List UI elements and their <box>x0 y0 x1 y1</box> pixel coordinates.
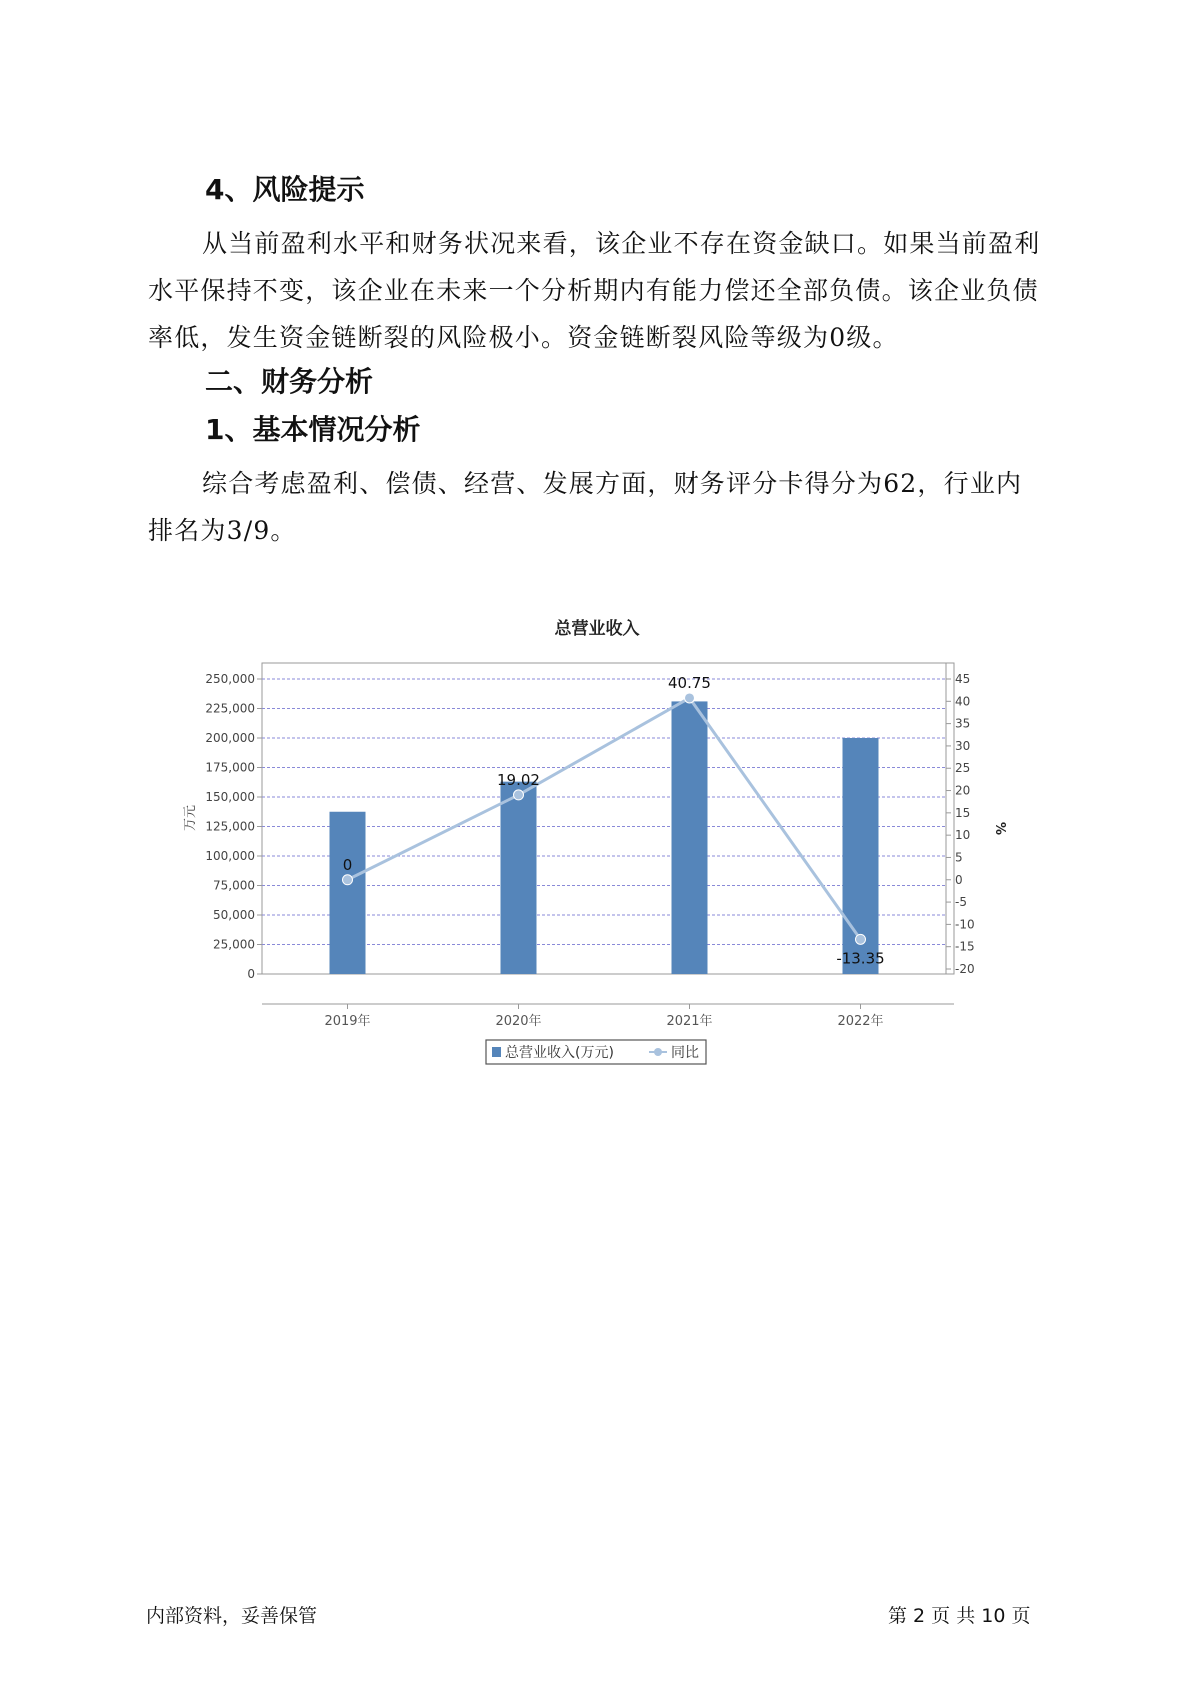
yoy-point <box>685 693 695 703</box>
legend-bar-label: 总营业收入(万元) <box>505 1045 614 1061</box>
chart-title: 总营业收入 <box>554 619 640 639</box>
bar-2020年 <box>501 782 537 974</box>
y-tick-label: 25,000 <box>213 937 255 952</box>
yoy-point <box>343 875 353 885</box>
yoy-data-label: 19.02 <box>497 770 540 789</box>
bar-2019年 <box>330 812 366 974</box>
y2-tick-label: 10 <box>955 828 971 843</box>
legend-line-label: 同比 <box>671 1045 699 1061</box>
y2-tick-label: 40 <box>955 694 971 709</box>
y2-tick-label: 45 <box>955 672 971 686</box>
y-tick-label: 100,000 <box>205 849 255 863</box>
y2-tick-label: 15 <box>955 805 971 820</box>
y2-tick-label: -5 <box>955 895 967 910</box>
heading-risk: 4、风险提示 <box>205 173 365 206</box>
yoy-data-label: -13.35 <box>836 949 885 968</box>
legend-line-marker <box>654 1048 662 1056</box>
y-axis-label: 万元 <box>183 804 198 832</box>
x-tick-label: 2022年 <box>837 1014 884 1029</box>
y-tick-label: 200,000 <box>205 731 255 745</box>
y-tick-label: 225,000 <box>205 701 255 716</box>
y2-tick-label: 30 <box>955 738 971 753</box>
y2-tick-label: -15 <box>955 939 975 954</box>
yoy-point <box>514 790 524 800</box>
heading-finance-analysis: 二、财务分析 <box>205 365 374 398</box>
bar-2021年 <box>672 701 708 974</box>
y2-tick-label: 35 <box>955 716 971 731</box>
y-tick-label: 125,000 <box>205 819 255 834</box>
x-tick-label: 2019年 <box>324 1014 371 1029</box>
yoy-data-label: 0 <box>342 855 353 874</box>
y2-tick-label: 20 <box>955 783 971 798</box>
y-tick-label: 175,000 <box>205 760 255 775</box>
y-tick-label: 75,000 <box>213 878 255 893</box>
y-tick-label: 250,000 <box>205 672 255 686</box>
yoy-data-label: 40.75 <box>668 673 711 692</box>
legend-bar-swatch <box>492 1047 501 1057</box>
x-tick-label: 2021年 <box>666 1014 713 1029</box>
y2-tick-label: 25 <box>955 761 971 776</box>
y2-tick-label: -20 <box>955 962 975 976</box>
y2-axis-label: % <box>992 821 1007 835</box>
footer-page-number: 第 2 页 共 10 页 <box>888 1605 1031 1627</box>
heading-basic-analysis: 1、基本情况分析 <box>205 413 421 446</box>
footer-confidential: 内部资料，妥善保管 <box>146 1605 318 1627</box>
paragraph-risk: 从当前盈利水平和财务状况来看，该企业不存在资金缺口。如果当前盈利水平保持不变，该企业在未来一个分析期内有能力偿还全部负债。该企业负债率低，发生资金链断裂的风险极小。资金链断裂风险等级为0级。 <box>148 229 1041 352</box>
y-tick-label: 0 <box>247 967 255 981</box>
x-tick-label: 2020年 <box>495 1014 542 1029</box>
revenue-chart <box>180 616 1007 1078</box>
y-tick-label: 150,000 <box>205 790 255 804</box>
legend <box>486 1040 706 1064</box>
y2-tick-label: 0 <box>955 872 963 887</box>
x-axis-ticks <box>324 1004 883 1029</box>
y2-tick-label: -10 <box>955 917 975 932</box>
y-tick-label: 50,000 <box>213 908 255 922</box>
yoy-point <box>856 934 866 944</box>
y2-tick-label: 5 <box>955 850 963 865</box>
left-axis-ticks <box>205 672 262 981</box>
paragraph-basic: 综合考虑盈利、偿债、经营、发展方面，财务评分卡得分为62，行业内排名为3/9。 <box>148 469 1023 545</box>
